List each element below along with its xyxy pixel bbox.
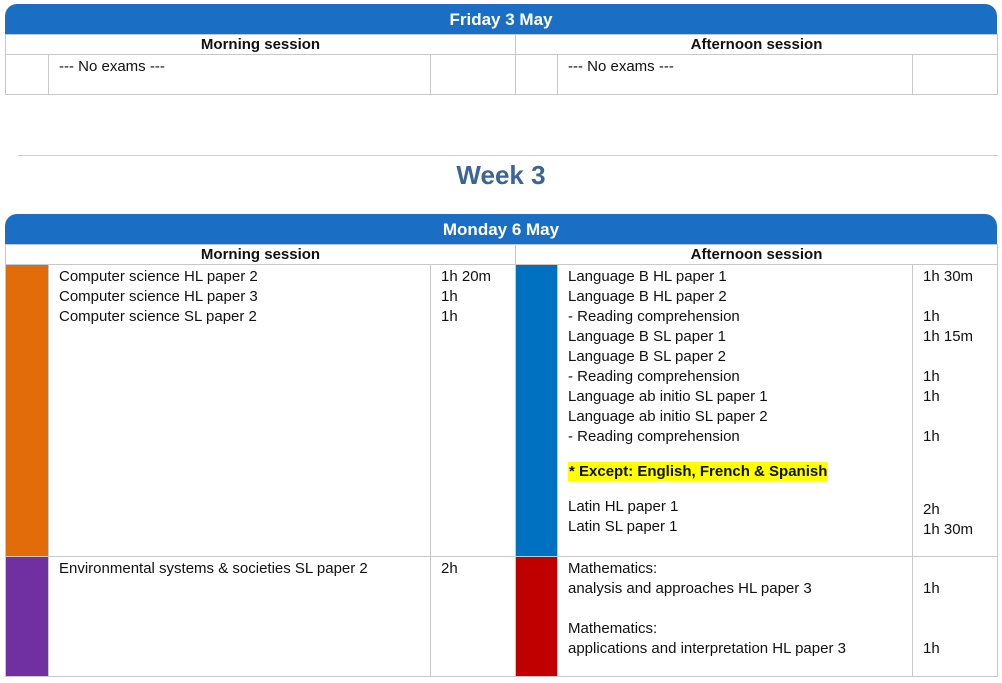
- morning-duration-cell: [431, 55, 516, 95]
- afternoon-session-header: Afternoon session: [516, 245, 998, 265]
- exam-name: Language B HL paper 1: [568, 268, 727, 285]
- section-divider: [18, 155, 998, 156]
- afternoon-duration-cell: [913, 55, 998, 95]
- exam-name: Latin HL paper 1: [568, 498, 679, 515]
- morning-exams-cell: [49, 557, 431, 677]
- exam-name: Computer science HL paper 3: [59, 288, 258, 305]
- exam-duration: [923, 599, 997, 619]
- afternoon-session-header: Afternoon session: [516, 35, 998, 55]
- exam-name: Environmental systems & societies SL paper 2: [59, 560, 368, 577]
- exam-duration: 1h: [923, 640, 940, 657]
- no-exams-text: --- No exams ---: [568, 58, 674, 75]
- exam-name: Mathematics:: [568, 620, 658, 637]
- exam-duration: 1h: [441, 288, 458, 305]
- exam-duration: 1h 30m: [923, 521, 974, 538]
- exam-list: [558, 265, 912, 537]
- exam-list: [558, 557, 912, 659]
- exam-duration: 1h: [923, 308, 940, 325]
- exam-duration: 1h: [923, 580, 940, 597]
- duration-list: [913, 265, 997, 540]
- exam-duration: 1h: [923, 388, 940, 405]
- friday-schedule: [5, 4, 997, 95]
- exam-duration: 1h 30m: [923, 268, 974, 285]
- friday-table: [5, 34, 998, 95]
- exception-note: * Except: English, French & Spanish: [569, 463, 828, 480]
- morning-duration-cell: [431, 265, 516, 557]
- afternoon-exams-cell: [558, 557, 913, 677]
- morning-duration-cell: [431, 557, 516, 677]
- exam-name: Language ab initio SL paper 2: [568, 408, 768, 425]
- monday-schedule: [5, 214, 997, 677]
- exam-name: - Reading comprehension: [568, 428, 740, 445]
- exam-name: analysis and approaches HL paper 3: [568, 580, 812, 597]
- exam-name: [568, 599, 912, 619]
- exam-name: Language B SL paper 2: [568, 348, 726, 365]
- exam-duration: [923, 559, 997, 579]
- exam-duration: 1h 20m: [441, 268, 492, 285]
- exam-name: Latin SL paper 1: [568, 518, 678, 535]
- morning-session-header: Morning session: [6, 35, 516, 55]
- exam-name: Language B SL paper 1: [568, 328, 726, 345]
- exam-list: [49, 265, 430, 327]
- exam-name: Mathematics:: [568, 560, 658, 577]
- exam-duration: 1h: [923, 428, 940, 445]
- monday-table: [5, 244, 998, 677]
- afternoon-duration-cell: [913, 265, 998, 557]
- exam-list: [49, 557, 430, 579]
- morning-exams-cell: [49, 55, 431, 95]
- color-cell: [6, 55, 49, 95]
- exam-name: Language ab initio SL paper 1: [568, 388, 768, 405]
- color-cell: [516, 55, 558, 95]
- exam-name: Language B HL paper 2: [568, 288, 727, 305]
- morning-exams-cell: [49, 265, 431, 557]
- exam-duration: 1h 15m: [923, 328, 974, 345]
- subject-color-bar: [516, 557, 558, 677]
- exam-duration: 1h: [441, 308, 458, 325]
- duration-list: [913, 557, 997, 659]
- subject-color-bar: [6, 265, 49, 557]
- subject-color-bar: [6, 557, 49, 677]
- exam-name: Computer science HL paper 2: [59, 268, 258, 285]
- morning-session-header: Morning session: [6, 245, 516, 265]
- exam-name: applications and interpretation HL paper 3: [568, 640, 846, 657]
- exam-duration: [923, 619, 997, 639]
- exam-duration: [923, 347, 997, 367]
- exam-duration: 2h: [923, 501, 940, 518]
- week-title: Week 3: [456, 160, 546, 190]
- day-header-monday: Monday 6 May: [5, 214, 997, 244]
- afternoon-exams-cell: [558, 265, 913, 557]
- exam-name: - Reading comprehension: [568, 368, 740, 385]
- no-exams-text: --- No exams ---: [59, 58, 165, 75]
- duration-list: [431, 265, 515, 327]
- exam-name: - Reading comprehension: [568, 308, 740, 325]
- exam-duration: [923, 287, 997, 307]
- duration-list: [431, 557, 515, 579]
- day-header-friday: Friday 3 May: [5, 4, 997, 34]
- afternoon-exams-cell: [558, 55, 913, 95]
- exam-duration: 1h: [923, 368, 940, 385]
- exam-name: Computer science SL paper 2: [59, 308, 257, 325]
- afternoon-duration-cell: [913, 557, 998, 677]
- exam-duration: 2h: [441, 560, 458, 577]
- exam-duration: [923, 407, 997, 427]
- subject-color-bar: [516, 265, 558, 557]
